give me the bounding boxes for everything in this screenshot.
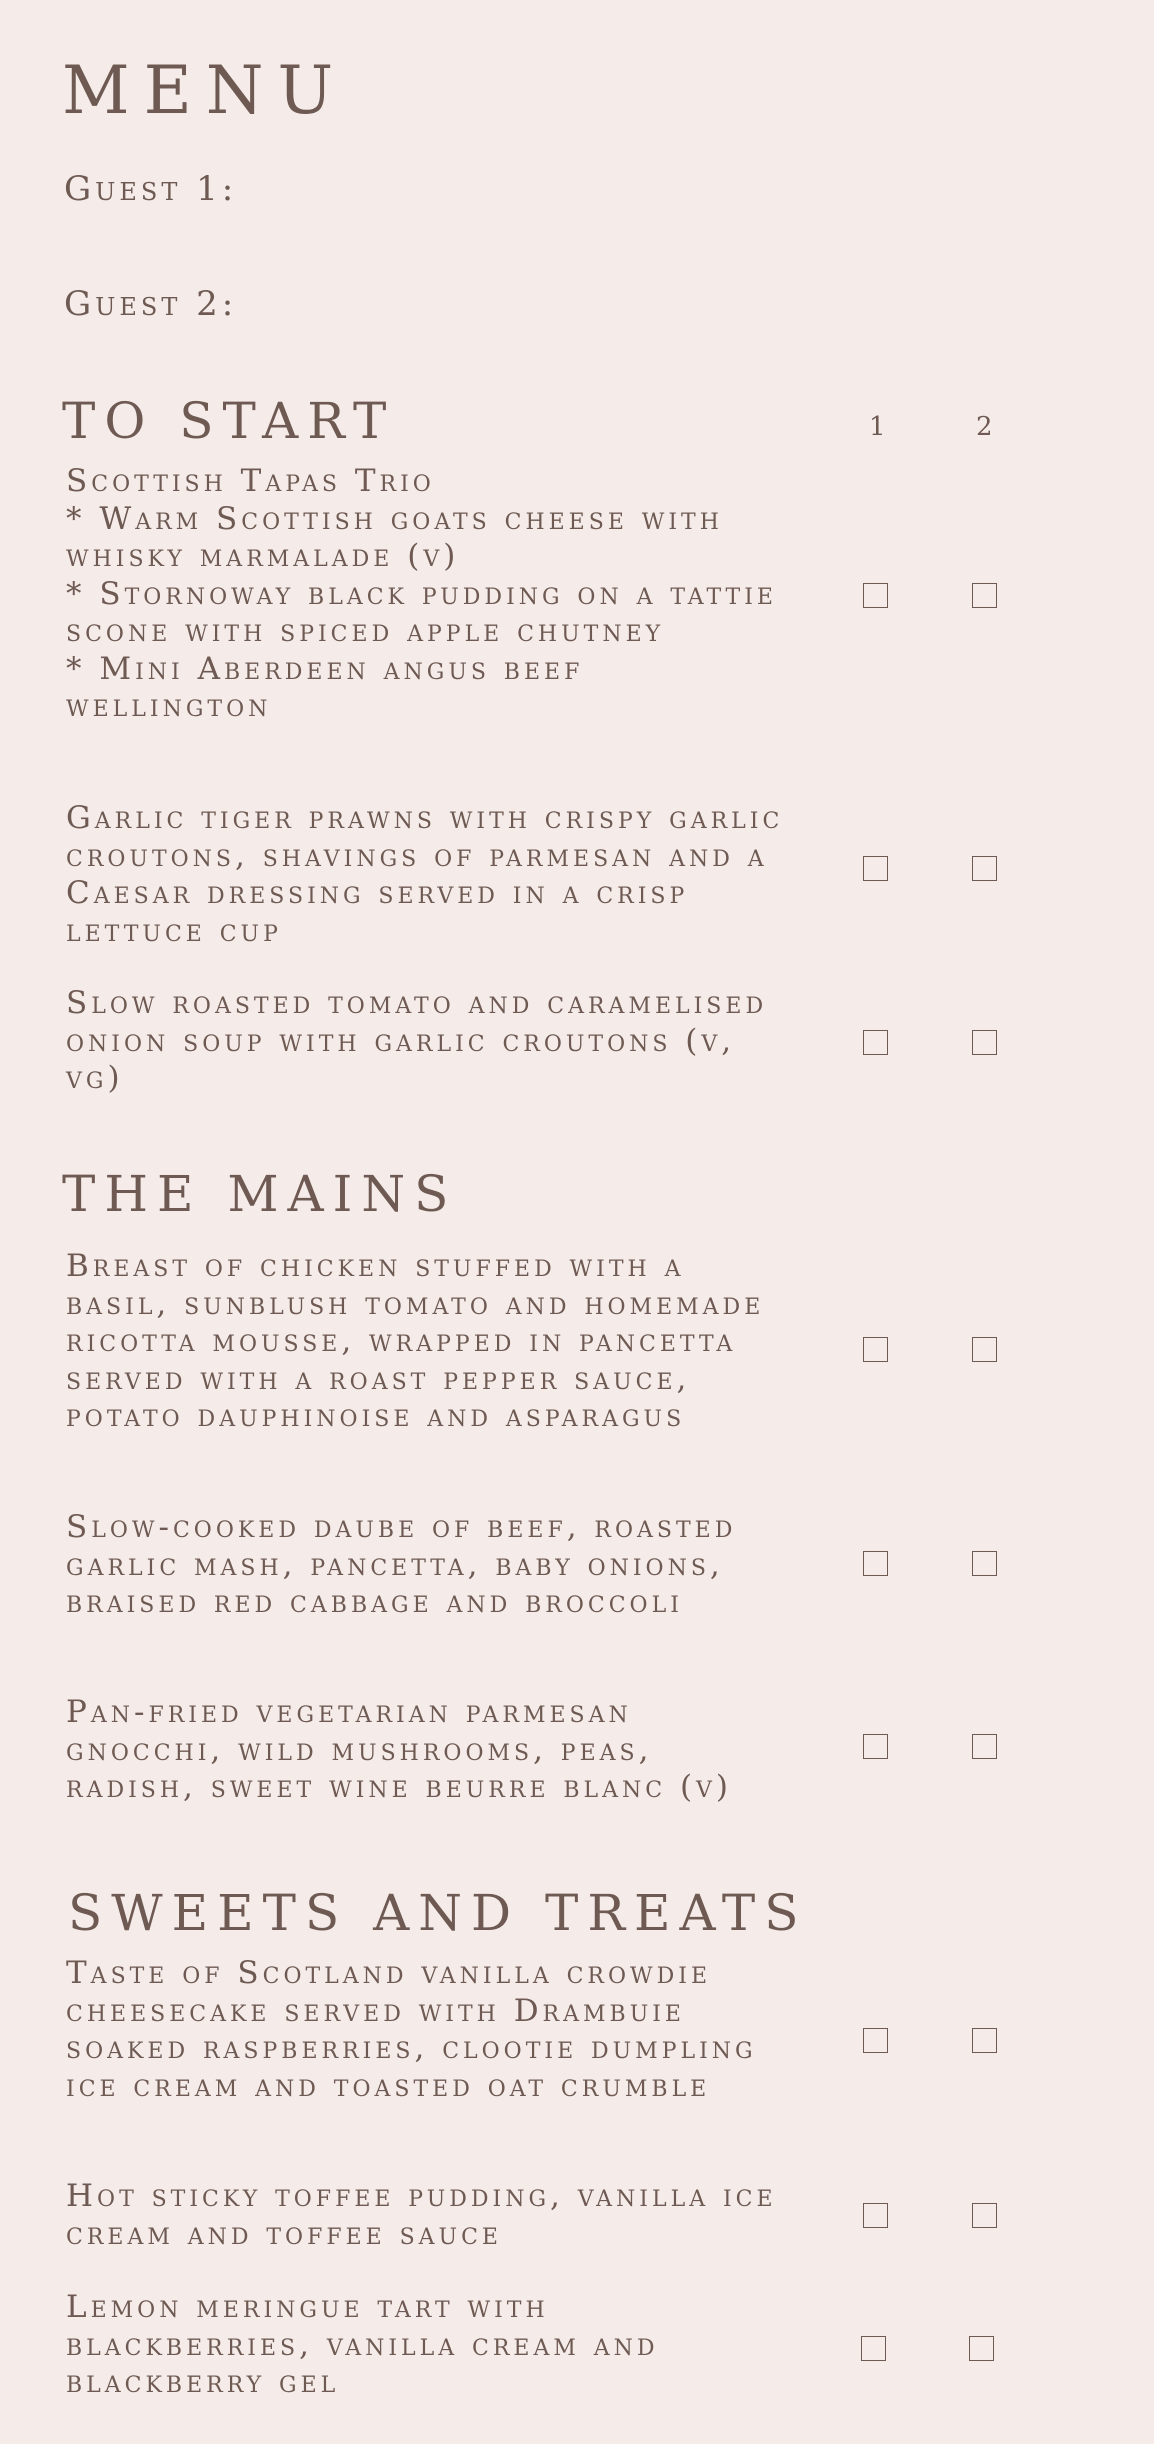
checkbox-starter-2-guest-1[interactable] <box>863 856 888 881</box>
menu-item-starter-2: Garlic tiger prawns with crispy garlic croutons, shavings of parmesan and a Caesar dressing served in a crisp lettuce cup <box>66 800 784 949</box>
checkbox-dessert-3-guest-2[interactable] <box>969 2336 994 2361</box>
section-heading-the-mains: THE MAINS <box>62 1165 458 1223</box>
menu-item-dessert-1: Taste of Scotland vanilla crowdie cheesecake served with Drambuie soaked raspberries, clootie dumpling ice cream and toasted oat crumble <box>66 1955 757 2104</box>
checkbox-starter-2-guest-2[interactable] <box>972 856 997 881</box>
menu-item-main-1: Breast of chicken stuffed with a basil, sunblush tomato and homemade ricotta mousse, wrapped in pancetta served with a roast pepper sauce, potato dauphinoise and asparagus <box>66 1248 765 1434</box>
checkbox-main-1-guest-2[interactable] <box>972 1337 997 1362</box>
checkbox-starter-1-guest-1[interactable] <box>863 583 888 608</box>
checkbox-main-1-guest-1[interactable] <box>863 1337 888 1362</box>
checkbox-main-2-guest-2[interactable] <box>972 1551 997 1576</box>
section-heading-to-start: TO START <box>62 392 396 450</box>
checkbox-main-2-guest-1[interactable] <box>863 1551 888 1576</box>
column-header-guest-1: 1 <box>869 412 886 442</box>
guest-2-label: Guest 2: <box>64 284 238 324</box>
checkbox-dessert-1-guest-2[interactable] <box>972 2028 997 2053</box>
menu-item-starter-3: Slow roasted tomato and caramelised onion soup with garlic croutons (v, vg) <box>66 985 768 1096</box>
menu-item-starter-1: Scottish Tapas Trio * Warm Scottish goats cheese with whisky marmalade (v) * Stornoway black pudding on a tattie scone with spiced apple chutney * Mini Aberdeen angus beef wellington <box>66 463 777 724</box>
section-heading-sweets-and-treats: SWEETS AND TREATS <box>68 1884 808 1942</box>
menu-item-dessert-2: Hot sticky toffee pudding, vanilla ice cream and toffee sauce <box>66 2178 777 2252</box>
column-header-guest-2: 2 <box>976 412 993 442</box>
menu-item-dessert-3: Lemon meringue tart with blackberries, vanilla cream and blackberry gel <box>66 2289 659 2400</box>
checkbox-dessert-1-guest-1[interactable] <box>863 2028 888 2053</box>
checkbox-dessert-3-guest-1[interactable] <box>861 2336 886 2361</box>
checkbox-dessert-2-guest-2[interactable] <box>972 2203 997 2228</box>
checkbox-starter-1-guest-2[interactable] <box>972 583 997 608</box>
menu-item-main-3: Pan-fried vegetarian parmesan gnocchi, wild mushrooms, peas, radish, sweet wine beurre blanc (v) <box>66 1694 733 1805</box>
menu-title: MENU <box>62 52 348 129</box>
checkbox-main-3-guest-1[interactable] <box>863 1734 888 1759</box>
checkbox-main-3-guest-2[interactable] <box>972 1734 997 1759</box>
menu-item-main-2: Slow-cooked daube of beef, roasted garlic mash, pancetta, baby onions, braised red cabbage and broccoli <box>66 1509 737 1620</box>
checkbox-starter-3-guest-2[interactable] <box>972 1030 997 1055</box>
guest-1-label: Guest 1: <box>64 169 238 209</box>
checkbox-starter-3-guest-1[interactable] <box>863 1030 888 1055</box>
checkbox-dessert-2-guest-1[interactable] <box>863 2203 888 2228</box>
